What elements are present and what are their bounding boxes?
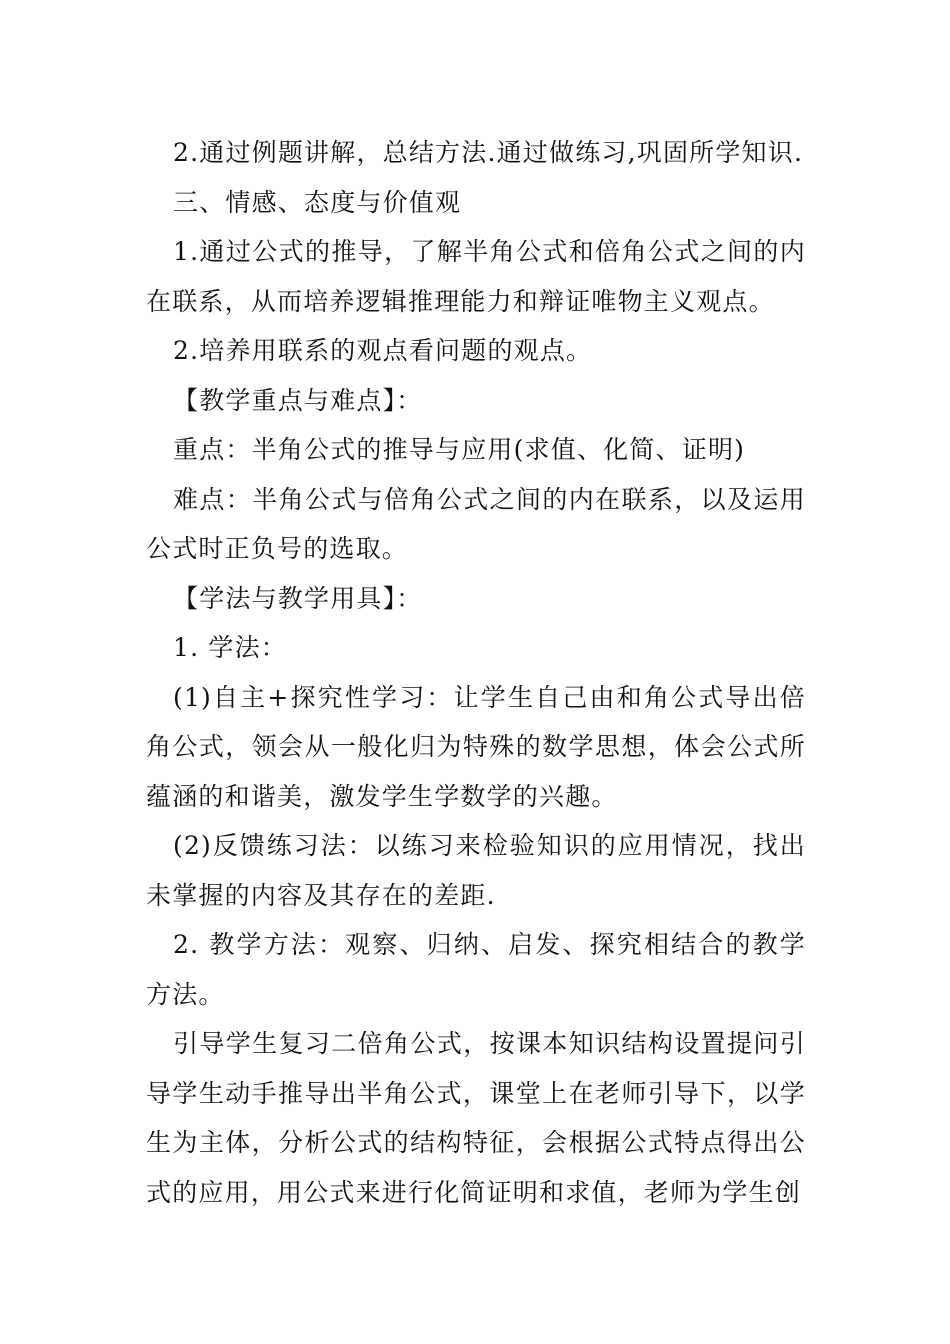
- paragraph-difficult-point: 难点：半角公式与倍角公式之间的内在联系，以及运用公式时正负号的选取。: [146, 484, 806, 563]
- paragraph-value-1: 1.通过公式的推导，了解半角公式和倍角公式之间的内在联系，从而培养逻辑推理能力和辩证唯物主义观点。: [146, 237, 806, 316]
- paragraph-feedback-practice: (2)反馈练习法：以练习来检验知识的应用情况，找出未掌握的内容及其存在的差距.: [146, 831, 806, 910]
- heading-emotion-values: 三、情感、态度与价值观: [173, 187, 462, 217]
- paragraph-teaching-process: 引导学生复习二倍角公式，按课本知识结构设置提问引导学生动手推导出半角公式，课堂上在老师引导下，以学生为主体，分析公式的结构特征，会根据公式特点得出公式的应用，用公式来进行化简证明和求值，老师为学生创: [146, 1029, 806, 1207]
- paragraph-objective-2: 2.通过例题讲解，总结方法.通过做练习,巩固所学知识.: [173, 138, 804, 167]
- paragraph-value-2: 2.培养用联系的观点看问题的观点。: [173, 336, 593, 365]
- heading-key-difficult-points: 【教学重点与难点】：: [173, 385, 423, 415]
- paragraph-self-inquiry: (1)自主+探究性学习：让学生自己由和角公式导出倍角公式，领会从一般化归为特殊的数学思想，体会公式所蕴涵的和谐美，激发学生学数学的兴趣。: [146, 682, 806, 811]
- paragraph-key-point: 重点：半角公式的推导与应用(求值、化简、证明): [173, 435, 746, 464]
- paragraph-teaching-method: 2. 教学方法：观察、归纳、启发、探究相结合的教学方法。: [146, 930, 806, 1009]
- heading-learning-methods-tools: 【学法与教学用具】：: [173, 583, 423, 613]
- paragraph-learning-method: 1. 学法：: [173, 633, 287, 662]
- document-body: [146, 128, 806, 1217]
